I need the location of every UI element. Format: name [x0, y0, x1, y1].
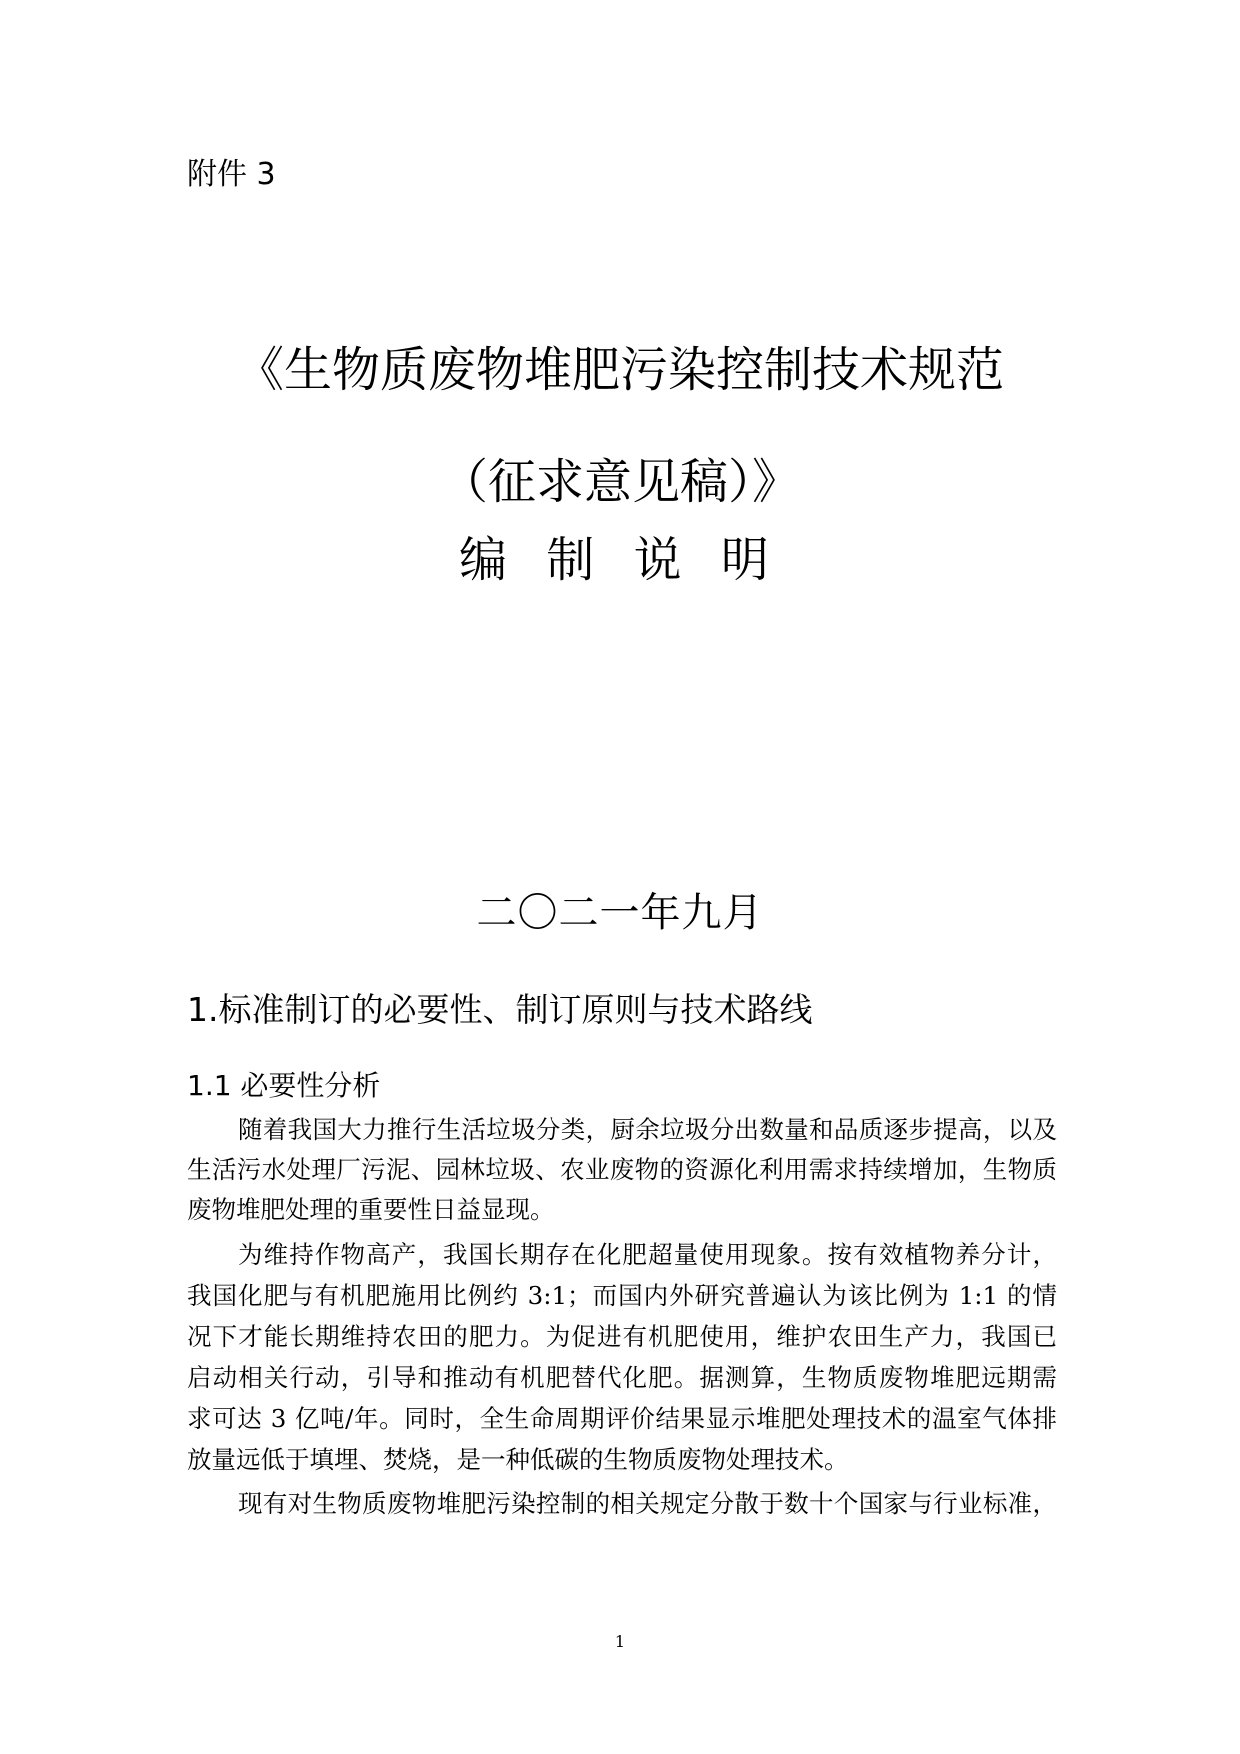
paragraph-line: 废物堆肥处理的重要性日益显现。 — [187, 1195, 555, 1224]
document-title-line-3: 编 制 说 明 — [459, 532, 781, 588]
paragraph-line: 现有对生物质废物堆肥污染控制的相关规定分散于数十个国家与行业标准， — [238, 1489, 1057, 1518]
paragraph-line: 随着我国大力推行生活垃圾分类，厨余垃圾分出数量和品质逐步提高，以及 — [238, 1115, 1057, 1144]
paragraph-line: 我国化肥与有机肥施用比例约 3:1；而国内外研究普遍认为该比例为 1:1 的情 — [187, 1281, 1057, 1310]
section-heading: 1.标准制订的必要性、制订原则与技术路线 — [187, 990, 813, 1029]
document-title-line-1: 《生物质废物堆肥污染控制技术规范 — [235, 342, 1004, 398]
attachment-label: 附件 3 — [187, 157, 276, 192]
paragraph-line: 况下才能长期维持农田的肥力。为促进有机肥使用，维护农田生产力，我国已 — [187, 1322, 1057, 1351]
paragraph-line: 求可达 3 亿吨/年。同时，全生命周期评价结果显示堆肥处理技术的温室气体排 — [187, 1404, 1057, 1433]
page-number: 1 — [614, 1632, 626, 1651]
document-date: 二〇二一年九月 — [476, 890, 764, 936]
paragraph-line: 放量远低于填埋、焚烧，是一种低碳的生物质废物处理技术。 — [187, 1445, 849, 1474]
document-title-line-2: （征求意见稿）》 — [439, 454, 800, 510]
paragraph-line: 启动相关行动，引导和推动有机肥替代化肥。据测算，生物质废物堆肥远期需 — [187, 1363, 1057, 1392]
subsection-heading: 1.1 必要性分析 — [187, 1069, 381, 1102]
paragraph-line: 生活污水处理厂污泥、园林垃圾、农业废物的资源化利用需求持续增加，生物质 — [187, 1155, 1057, 1184]
paragraph-line: 为维持作物高产，我国长期存在化肥超量使用现象。按有效植物养分计， — [238, 1240, 1057, 1269]
